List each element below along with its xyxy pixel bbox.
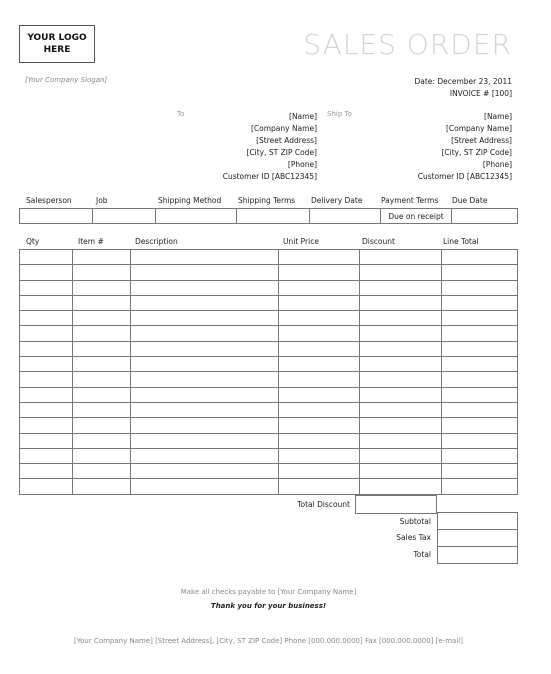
item-cell-discount[interactable] <box>360 387 442 402</box>
item-cell-item-number[interactable] <box>73 464 131 479</box>
ship-to-label: Ship To <box>327 110 352 118</box>
item-cell-item-number[interactable] <box>73 448 131 463</box>
item-cell-item-number[interactable] <box>73 402 131 417</box>
item-cell-item-number[interactable] <box>73 387 131 402</box>
company-contact-footer: [Your Company Name] [Street Address], [City, ST ZIP Code] Phone [000.000.0000] Fax [000.000.0000] [e-mail] <box>74 637 463 645</box>
item-header-description: Description <box>135 237 178 246</box>
invoice-number: INVOICE # [100] <box>449 89 512 98</box>
item-cell-qty[interactable] <box>20 448 73 463</box>
item-cell-line-total[interactable] <box>442 448 518 463</box>
logo-placeholder <box>19 25 95 63</box>
item-cell-unit-price[interactable] <box>279 357 360 372</box>
to-line: [Phone] <box>287 160 317 169</box>
item-cell-discount[interactable] <box>360 341 442 356</box>
item-cell-discount[interactable] <box>360 326 442 341</box>
item-header-line-total: Line Total <box>443 237 479 246</box>
item-cell-description[interactable] <box>131 265 279 280</box>
item-cell-unit-price[interactable] <box>279 341 360 356</box>
item-cell-qty[interactable] <box>20 372 73 387</box>
subtotal-label: Subtotal <box>399 517 431 526</box>
item-cell-unit-price[interactable] <box>279 295 360 310</box>
table-row <box>20 311 518 326</box>
item-cell-unit-price[interactable] <box>279 402 360 417</box>
item-cell-discount[interactable] <box>360 402 442 417</box>
item-cell-item-number[interactable] <box>73 250 131 265</box>
table-row <box>20 265 518 280</box>
table-row <box>20 326 518 341</box>
order-cell-due-date[interactable] <box>452 209 518 224</box>
item-cell-description[interactable] <box>131 372 279 387</box>
item-cell-qty[interactable] <box>20 464 73 479</box>
item-cell-description[interactable] <box>131 418 279 433</box>
to-line: [City, ST ZIP Code] <box>246 148 317 157</box>
item-cell-qty[interactable] <box>20 479 73 494</box>
item-cell-qty[interactable] <box>20 387 73 402</box>
sales-tax-cell[interactable] <box>438 530 518 547</box>
order-header-shipping-method: Shipping Method <box>158 196 222 205</box>
ship-to-line: [Company Name] <box>445 124 512 133</box>
item-cell-qty[interactable] <box>20 280 73 295</box>
table-row <box>20 464 518 479</box>
item-cell-line-total[interactable] <box>442 433 518 448</box>
item-cell-description[interactable] <box>131 357 279 372</box>
item-cell-unit-price[interactable] <box>279 387 360 402</box>
item-cell-discount[interactable] <box>360 433 442 448</box>
item-cell-unit-price[interactable] <box>279 433 360 448</box>
ship-to-address-block <box>382 111 512 183</box>
table-row <box>20 295 518 310</box>
thank-you-note: Thank you for your business! <box>210 602 327 610</box>
item-cell-line-total[interactable] <box>442 311 518 326</box>
table-row <box>20 357 518 372</box>
order-header-delivery-date: Delivery Date <box>311 196 363 205</box>
order-cell-shipping-terms[interactable] <box>237 209 310 224</box>
item-cell-item-number[interactable] <box>73 326 131 341</box>
item-cell-line-total[interactable] <box>442 372 518 387</box>
item-cell-qty[interactable] <box>20 295 73 310</box>
item-cell-qty[interactable] <box>20 418 73 433</box>
item-cell-item-number[interactable] <box>73 479 131 494</box>
item-cell-line-total[interactable] <box>442 280 518 295</box>
item-cell-unit-price[interactable] <box>279 418 360 433</box>
item-cell-item-number[interactable] <box>73 311 131 326</box>
item-cell-line-total[interactable] <box>442 326 518 341</box>
item-cell-description[interactable] <box>131 402 279 417</box>
to-line: Customer ID [ABC12345] <box>222 172 317 181</box>
table-row <box>20 250 518 265</box>
item-cell-item-number[interactable] <box>73 372 131 387</box>
item-cell-description[interactable] <box>131 433 279 448</box>
order-cell-salesperson[interactable] <box>20 209 93 224</box>
order-info-table <box>19 208 518 224</box>
item-cell-description[interactable] <box>131 311 279 326</box>
table-row <box>20 448 518 463</box>
item-header-qty: Qty <box>26 237 40 246</box>
item-cell-qty[interactable] <box>20 433 73 448</box>
line-items-table <box>19 249 518 495</box>
date-block <box>360 76 512 100</box>
item-cell-line-total[interactable] <box>442 250 518 265</box>
date-line: Date: December 23, 2011 <box>414 77 512 86</box>
item-cell-description[interactable] <box>131 387 279 402</box>
item-cell-description[interactable] <box>131 280 279 295</box>
ship-to-line: [City, ST ZIP Code] <box>441 148 512 157</box>
ship-to-line: [Name] <box>484 112 512 121</box>
to-line: [Street Address] <box>256 136 317 145</box>
to-address-block <box>190 111 317 183</box>
order-cell-job[interactable] <box>93 209 156 224</box>
order-header-salesperson: Salesperson <box>26 196 72 205</box>
checks-payable-note: Make all checks payable to [Your Company Name] <box>180 588 357 596</box>
item-cell-unit-price[interactable] <box>279 479 360 494</box>
item-cell-description[interactable] <box>131 295 279 310</box>
item-cell-discount[interactable] <box>360 265 442 280</box>
item-cell-unit-price[interactable] <box>279 280 360 295</box>
item-cell-item-number[interactable] <box>73 341 131 356</box>
item-cell-unit-price[interactable] <box>279 265 360 280</box>
item-cell-qty[interactable] <box>20 341 73 356</box>
table-row <box>20 387 518 402</box>
item-cell-unit-price[interactable] <box>279 311 360 326</box>
logo-line-1: YOUR LOGO <box>27 33 87 43</box>
table-row <box>20 402 518 417</box>
item-cell-qty[interactable] <box>20 357 73 372</box>
item-cell-description[interactable] <box>131 464 279 479</box>
total-discount-cell[interactable] <box>356 496 437 514</box>
to-line: [Name] <box>289 112 317 121</box>
item-cell-line-total[interactable] <box>442 418 518 433</box>
item-cell-line-total[interactable] <box>442 295 518 310</box>
item-cell-line-total[interactable] <box>442 402 518 417</box>
item-cell-item-number[interactable] <box>73 265 131 280</box>
to-label: To <box>177 110 185 118</box>
item-cell-qty[interactable] <box>20 250 73 265</box>
logo-line-2: HERE <box>43 45 71 55</box>
table-row <box>20 433 518 448</box>
ship-to-line: Customer ID [ABC12345] <box>417 172 512 181</box>
table-row <box>20 479 518 494</box>
table-row <box>20 372 518 387</box>
order-cell-shipping-method[interactable] <box>156 209 237 224</box>
item-cell-description[interactable] <box>131 479 279 494</box>
item-cell-description[interactable] <box>131 448 279 463</box>
table-row <box>20 341 518 356</box>
item-cell-line-total[interactable] <box>442 479 518 494</box>
item-cell-discount[interactable] <box>360 357 442 372</box>
item-header-item-number: Item # <box>78 237 104 246</box>
order-header-job: Job <box>96 196 108 205</box>
item-cell-qty[interactable] <box>20 402 73 417</box>
item-cell-discount[interactable] <box>360 280 442 295</box>
item-cell-description[interactable] <box>131 250 279 265</box>
item-cell-unit-price[interactable] <box>279 448 360 463</box>
item-cell-qty[interactable] <box>20 326 73 341</box>
table-row <box>20 280 518 295</box>
item-cell-description[interactable] <box>131 326 279 341</box>
ship-to-line: [Phone] <box>482 160 512 169</box>
to-line: [Company Name] <box>250 124 317 133</box>
sales-tax-label: Sales Tax <box>396 533 431 542</box>
item-cell-unit-price[interactable] <box>279 372 360 387</box>
ship-to-line: [Street Address] <box>451 136 512 145</box>
order-cell-payment-terms[interactable]: Due on receipt <box>381 209 452 224</box>
item-cell-line-total[interactable] <box>442 357 518 372</box>
order-header-shipping-terms: Shipping Terms <box>238 196 296 205</box>
table-row <box>20 418 518 433</box>
item-cell-item-number[interactable] <box>73 433 131 448</box>
total-cell[interactable] <box>438 547 518 564</box>
total-label: Total <box>413 550 431 559</box>
item-cell-line-total[interactable] <box>442 387 518 402</box>
item-cell-item-number[interactable] <box>73 418 131 433</box>
item-cell-unit-price[interactable] <box>279 250 360 265</box>
item-cell-description[interactable] <box>131 341 279 356</box>
item-cell-discount[interactable] <box>360 479 442 494</box>
item-cell-line-total[interactable] <box>442 464 518 479</box>
order-header-due-date: Due Date <box>452 196 488 205</box>
item-cell-line-total[interactable] <box>442 265 518 280</box>
item-cell-discount[interactable] <box>360 311 442 326</box>
item-header-unit-price: Unit Price <box>283 237 319 246</box>
order-cell-delivery-date[interactable] <box>310 209 381 224</box>
item-header-discount: Discount <box>362 237 395 246</box>
item-cell-item-number[interactable] <box>73 295 131 310</box>
item-cell-qty[interactable] <box>20 265 73 280</box>
item-cell-unit-price[interactable] <box>279 464 360 479</box>
item-cell-item-number[interactable] <box>73 280 131 295</box>
total-discount-label: Total Discount <box>297 500 350 509</box>
item-cell-discount[interactable] <box>360 250 442 265</box>
item-cell-line-total[interactable] <box>442 341 518 356</box>
total-discount-table <box>355 495 437 514</box>
subtotal-cell[interactable] <box>438 513 518 530</box>
company-slogan: [Your Company Slogan] <box>25 76 108 84</box>
item-cell-unit-price[interactable] <box>279 326 360 341</box>
item-cell-discount[interactable] <box>360 372 442 387</box>
item-cell-discount[interactable] <box>360 448 442 463</box>
totals-table <box>437 512 518 564</box>
order-header-payment-terms: Payment Terms <box>381 196 439 205</box>
item-cell-discount[interactable] <box>360 464 442 479</box>
item-cell-discount[interactable] <box>360 295 442 310</box>
item-cell-discount[interactable] <box>360 418 442 433</box>
item-cell-qty[interactable] <box>20 311 73 326</box>
item-cell-item-number[interactable] <box>73 357 131 372</box>
document-title: SALES ORDER <box>303 28 512 61</box>
